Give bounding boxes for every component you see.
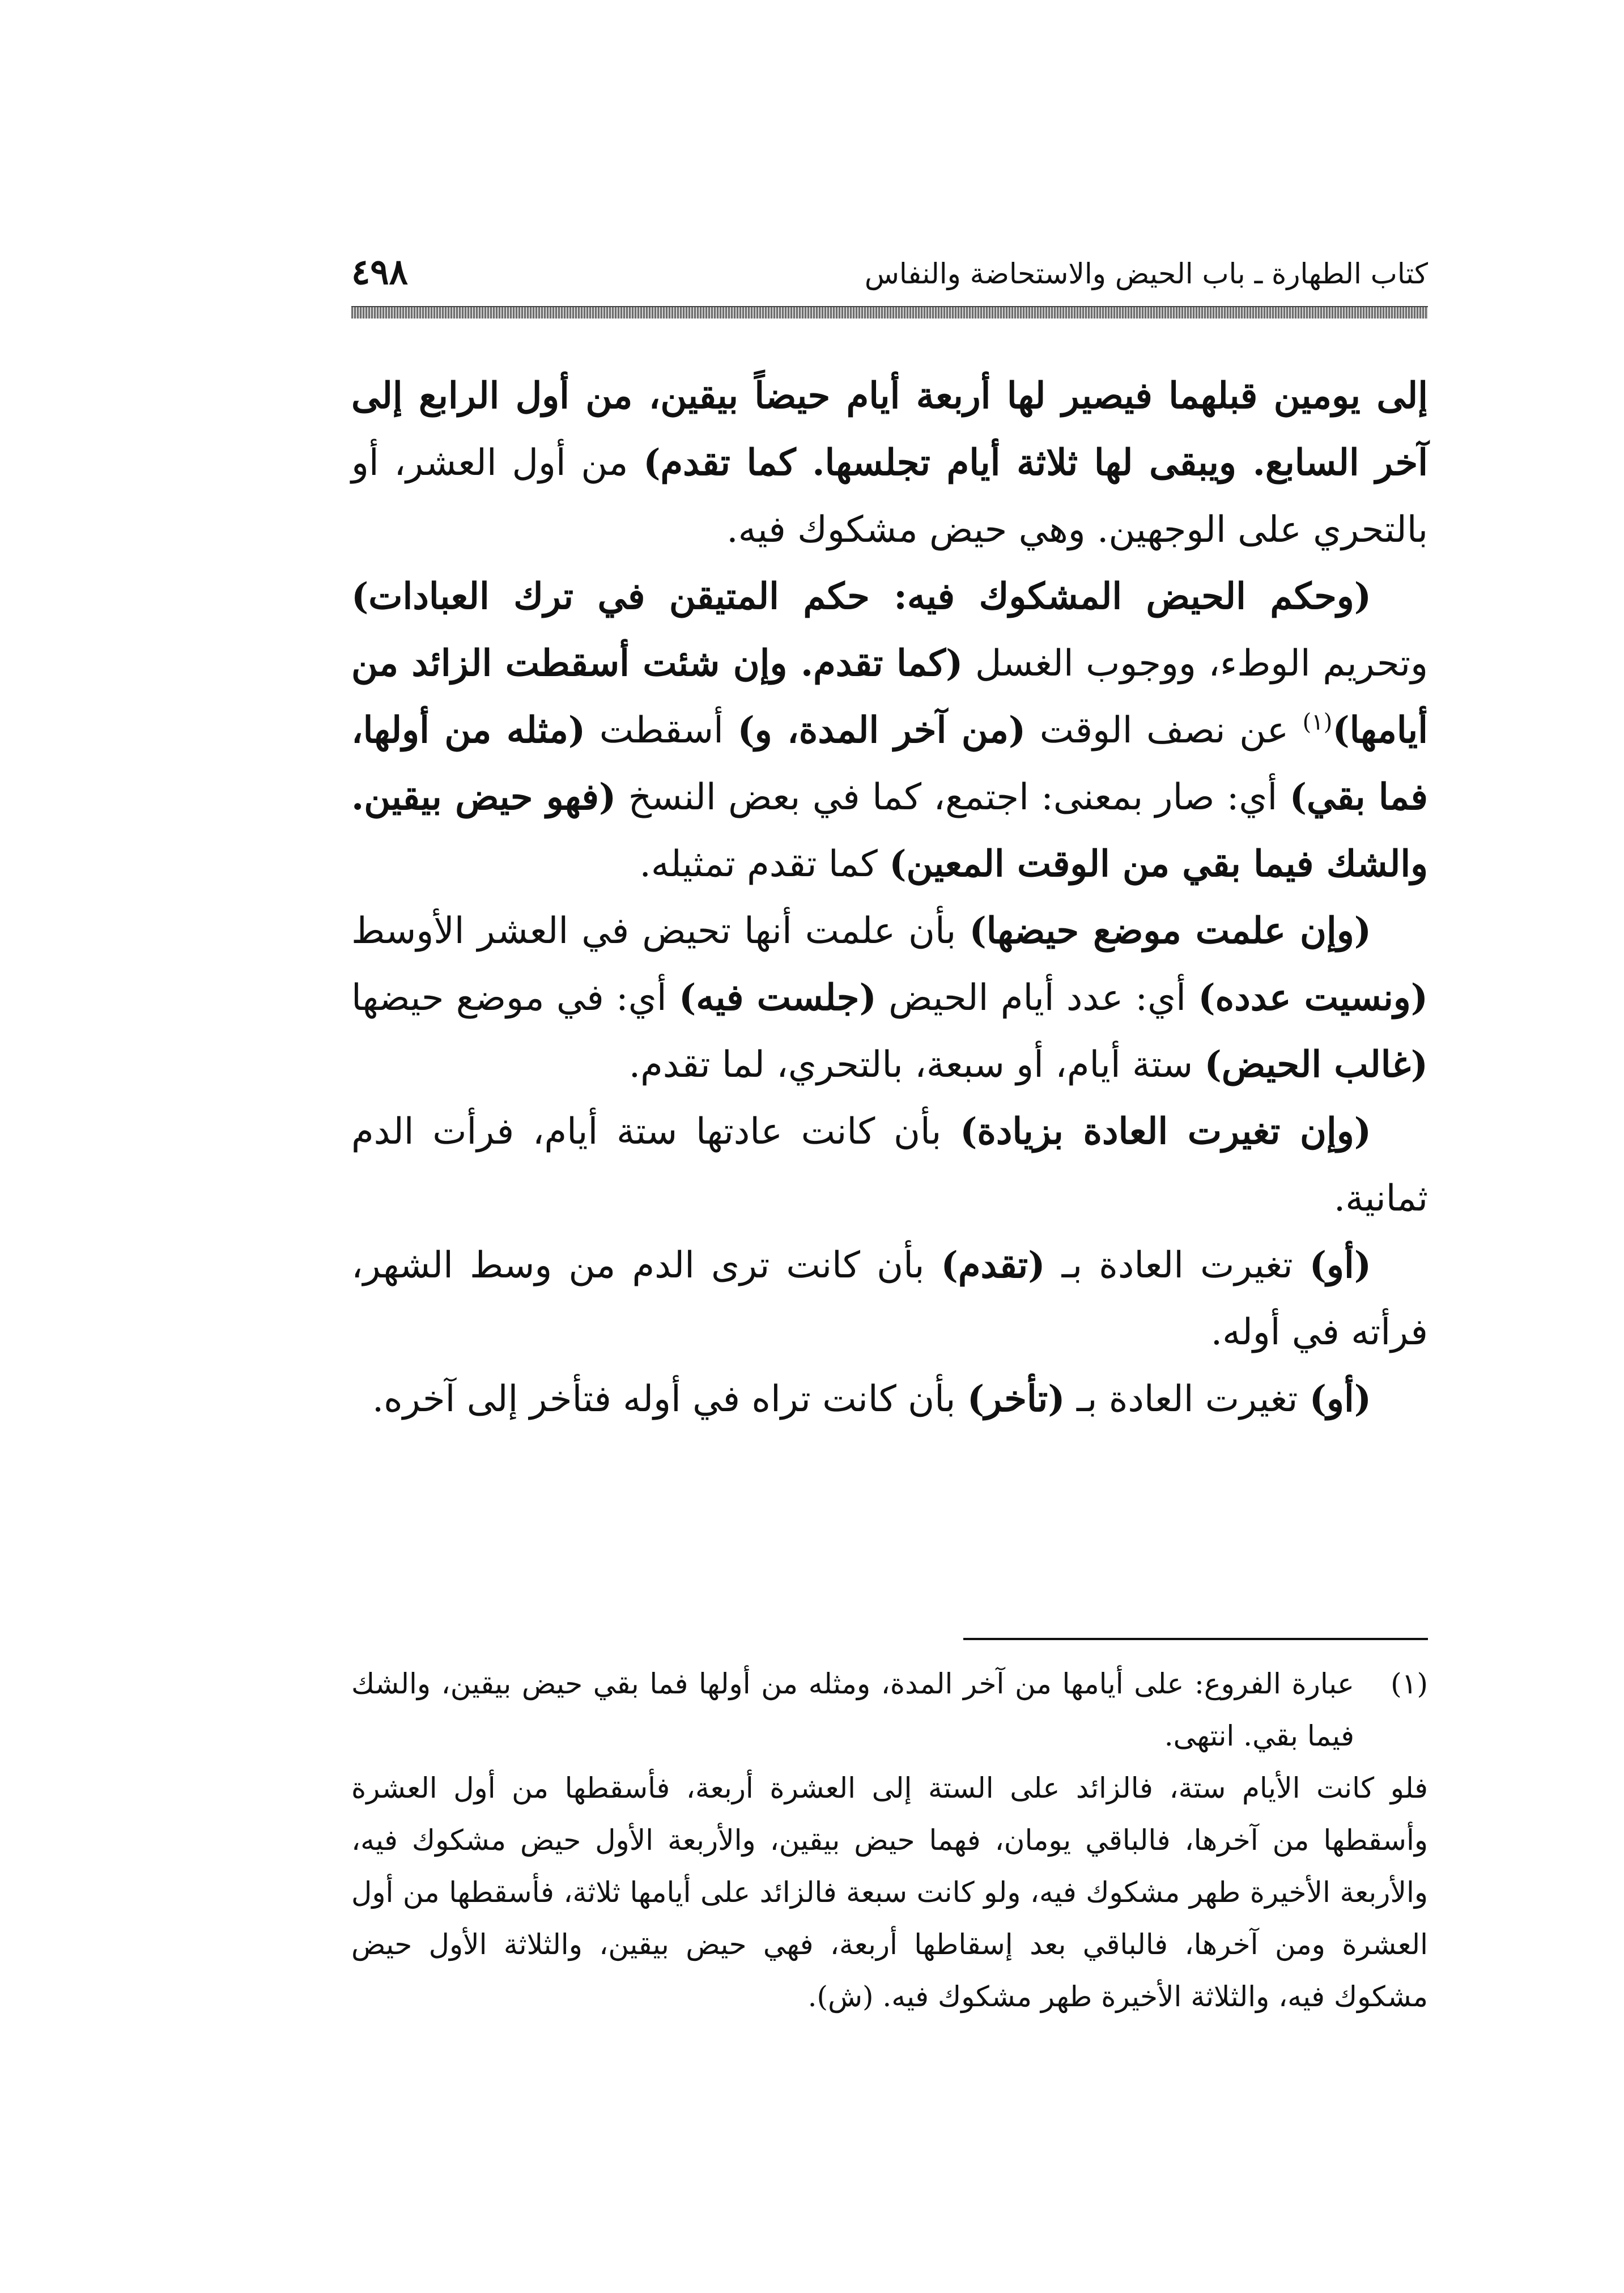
matn-text: (تقدم) [941,1244,1045,1286]
commentary-text: تغيرت العادة بـ [1045,1245,1310,1286]
commentary-text: بأن كانت عادتها ستة أيام، فرأت الدم ثمانية. [351,1111,1428,1220]
matn-text: (وحكم الحيض المشكوك فيه: حكم المتيقن في ترك العبادات) [351,575,1371,618]
matn-text: (وإن تغيرت العادة بزيادة) [960,1110,1372,1153]
matn-text: (من آخر المدة، و) [737,709,1026,751]
matn-text: (غالب الحيض) [1204,1043,1428,1086]
commentary-text: بأن علمت أنها تحيض في العشر الأوسط [351,910,970,952]
commentary-text: أي: في موضع حيضها [351,977,679,1019]
footnote-reference[interactable]: (١) [1302,709,1333,736]
commentary-text: كما تقدم تمثيله. [639,843,890,885]
commentary-text: بأن كانت ترى الدم من وسط الشهر، فرأته في أوله. [351,1245,1428,1353]
footnote-number: (١) [1391,1667,1428,1700]
matn-text: (كما تقدم. وإن شئت أسقطت الزائد من أيامها) [351,642,1429,751]
commentary-text: ستة أيام، أو سبعة، بالتحري، لما تقدم. [628,1044,1205,1086]
matn-text: إلى يومين قبلهما فيصير لها أربعة أيام حيضاً بيقين، من أول الرابع إلى آخر السابع. ويبقى لها ثلاثة أيام تجلسها. كما تقدم) [351,375,1429,484]
footnotes [351,1658,1428,2023]
commentary-text: وتحريم الوطء، ووجوب الغسل [963,643,1428,685]
commentary-text: من أول العشر، أو بالتحري على الوجهين. وهي حيض مشكوك فيه. [351,442,1428,551]
page-header [351,249,1428,300]
commentary-text: أي: عدد أيام الحيض [876,977,1198,1019]
footnote-1 [351,1658,1428,1762]
matn-text: (ونسيت عدده) [1198,976,1429,1019]
footnote-text: عبارة الفروع: على أيامها من آخر المدة، ومثله من أولها فما بقي حيض بيقين، والشك فيما بقي. انتهى. [351,1667,1354,1752]
paragraph-5 [351,1232,1428,1366]
matn-text: (جلست فيه) [678,976,877,1019]
commentary-text: عن نصف الوقت [1026,710,1303,751]
matn-text: (فهو حيض بيقين. والشك فيما بقي من الوقت المعين) [351,776,1428,885]
matn-text: (وإن علمت موضع حيضها) [969,910,1372,952]
paragraph-3 [351,898,1428,1098]
page-number: ٤٩٨ [351,251,408,292]
header-rule [351,306,1428,319]
footnote-separator [963,1638,1428,1640]
matn-text: (أو) [1309,1378,1371,1420]
running-title: كتاب الطهارة ـ باب الحيض والاستحاضة والنفاس [864,257,1428,290]
paragraph-1 [351,363,1428,563]
paragraph-4 [351,1098,1428,1232]
footnote-text-continued: فلو كانت الأيام ستة، فالزائد على الستة إلى العشرة أربعة، فأسقطها من أول العشرة وأسقطها من آخرها، فالباقي يومان، فهما حيض بيقين، والأربعة الأول حيض مشكوك فيه، والأربعة الأخيرة طهر مشكوك فيه، ولو كانت سبعة فالزائد على أيامها ثلاثة، فأسقطها من أول العشرة ومن آخرها، فالباقي بعد إسقاطها أربعة، فهي حيض بيقين، والثلاثة الأول حيض مشكوك فيه، والثلاثة الأخيرة طهر مشكوك فيه. (ش). [351,1772,1428,2013]
commentary-text: أي: صار بمعنى: اجتمع، كما في بعض النسخ [616,776,1290,818]
commentary-text: بأن كانت تراه في أوله فتأخر إلى آخره. [372,1378,967,1420]
commentary-text: أسقطت [585,710,738,751]
paragraph-2 [351,563,1428,898]
matn-text: (مثله من أولها، فما بقي) [351,709,1429,818]
paragraph-6 [351,1366,1428,1433]
commentary-text: تغيرت العادة بـ [1065,1378,1310,1420]
matn-text: (أو) [1309,1244,1372,1286]
main-text [351,363,1428,1433]
matn-text: (تأخر) [967,1378,1065,1420]
